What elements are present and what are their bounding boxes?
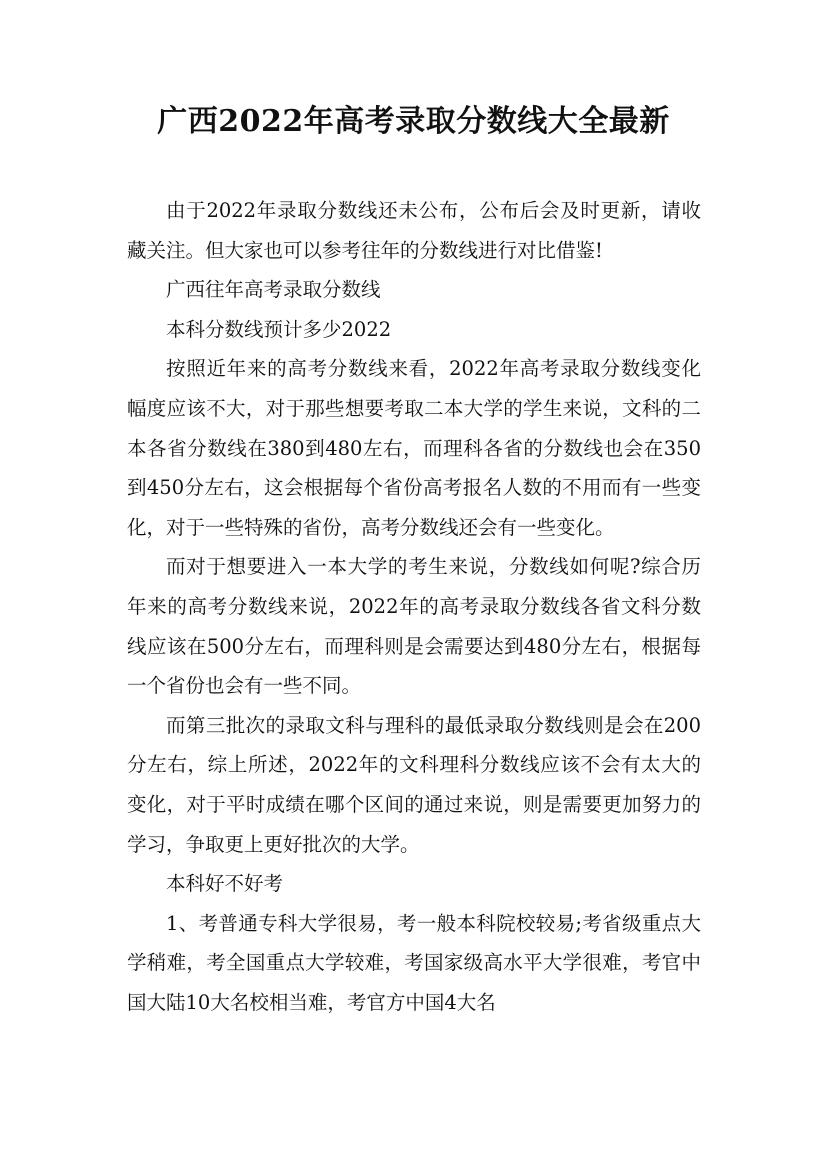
paragraph-first-tier: 而对于想要进入一本大学的考生来说，分数线如何呢?综合历年来的高考分数线来说，2022年的高考录取分数线各省文科分数线应该在500分左右，而理科则是会需要达到480分左右，根据每一个省份也会有一些不同。 bbox=[127, 555, 701, 698]
paragraph-intro: 由于2022年录取分数线还未公布，公布后会及时更新，请收藏关注。但大家也可以参考往年的分数线进行对比借鉴! bbox=[127, 199, 701, 262]
heading-past-scores: 广西往年高考录取分数线 bbox=[166, 278, 381, 302]
document-body bbox=[127, 191, 701, 1022]
paragraph-third-tier: 而第三批次的录取文科与理科的最低录取分数线则是会在200分左右，综上所述，2022年的文科理科分数线应该不会有太大的变化，对于平时成绩在哪个区间的通过来说，则是需要更加努力的学习，争取更上更好批次的大学。 bbox=[127, 713, 701, 856]
heading-2022-prediction: 本科分数线预计多少2022 bbox=[166, 317, 392, 341]
paragraph-second-tier: 按照近年来的高考分数线来看，2022年高考录取分数线变化幅度应该不大，对于那些想要考取二本大学的学生来说，文科的二本各省分数线在380到480左右，而理科各省的分数线也会在350到450分左右，这会根据每个省份高考报名人数的不用而有一些变化，对于一些特殊的省份，高考分数线还会有一些变化。 bbox=[127, 357, 701, 539]
document-title: 广西2022年高考录取分数线大全最新 bbox=[157, 104, 670, 139]
heading-difficulty: 本科好不好考 bbox=[166, 872, 284, 896]
paragraph-difficulty-list: 1、考普通专科大学很易，考一般本科院校较易;考省级重点大学稍难，考全国重点大学较难，考国家级高水平大学很难，考官中国大陆10大名校相当难，考官方中国4大名 bbox=[127, 911, 701, 1014]
